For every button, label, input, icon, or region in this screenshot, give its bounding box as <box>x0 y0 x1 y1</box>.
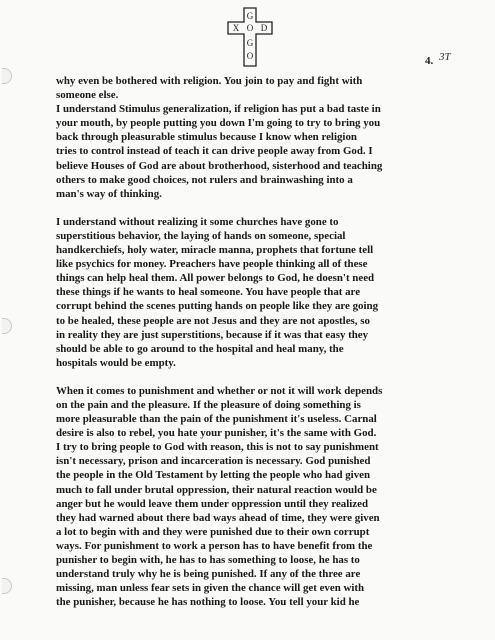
text-line: understand truly why he is being punished. If any of the three are <box>56 568 361 581</box>
text-line: much to fall under brutal oppression, their natural reaction would be <box>56 483 377 496</box>
text-line: others to make good choices, not rulers and brainwashing into a <box>56 173 353 186</box>
text-line: desire is also to rebel, you hate your punisher, it's the same with God. <box>56 427 377 440</box>
text-line: someone else. <box>56 89 119 102</box>
text-line: back through pleasurable stimulus because I know when religion <box>56 131 357 144</box>
cross-letter: O <box>246 51 254 61</box>
text-line: tries to control instead of teach it can drive people away from God. I <box>56 145 373 158</box>
text-line: missing, man unless fear sets in given the chance will get even with <box>56 582 365 595</box>
text-line: these things if he wants to heal someone. You have people that are <box>56 286 361 299</box>
paragraph-gap <box>56 201 480 215</box>
handwritten-page-mark: 3T <box>439 51 451 63</box>
text-line: they had warned about there bad ways ahead of time, they were given <box>56 511 380 524</box>
text-line: handkerchiefs, holy water, miracle manna, prophets that fortune tell <box>56 244 374 257</box>
text-line: the punisher, because he has nothing to loose. You tell your kid he <box>56 596 360 609</box>
text-line: When it comes to punishment and whether or not it will work depends <box>56 384 383 397</box>
binder-hole-mark <box>2 578 12 594</box>
text-line: ways. For punishment to work a person has to have benefit from the <box>56 539 373 552</box>
text-line: more pleasurable than the pain of the punishment it's useless. Carnal <box>56 413 377 426</box>
text-line: I understand Stimulus generalization, if religion has put a bad taste in <box>56 103 381 116</box>
binder-hole-mark <box>2 68 12 84</box>
text-line: man's way of thinking. <box>56 187 162 200</box>
cross-letter: X <box>232 23 240 33</box>
text-line: anger but he would leave them under oppression until they realized <box>56 497 369 510</box>
paragraph-gap <box>56 370 480 384</box>
cross-letter: G <box>246 38 254 48</box>
text-line: I understand without realizing it some churches have gone to <box>56 215 339 228</box>
cross-drawing-icon <box>224 6 276 68</box>
paragraph <box>56 215 480 370</box>
paragraph <box>56 102 480 201</box>
text-line: punisher to begin with, he has to has something to loose, he has to <box>56 554 360 566</box>
text-line: corrupt behind the scenes putting hands on people like they are going <box>56 300 379 313</box>
cross-letter: O <box>246 23 254 33</box>
text-line: on the pain and the pleasure. If the pleasure of doing something is <box>56 398 361 411</box>
paragraph <box>56 74 480 102</box>
text-line: isn't necessary, prison and incarceration is necessary. God punished <box>56 455 371 468</box>
text-line: believe Houses of God are about brotherhood, sisterhood and teaching <box>56 159 383 172</box>
text-line: hospitals would be empty. <box>56 356 176 369</box>
text-line: to be healed, these people are not Jesus and they are not apostles, so <box>56 314 370 327</box>
text-line: why even be bothered with religion. You join to pay and fight with <box>56 75 363 87</box>
text-line: in reality they are just superstitions, because if it was that easy they <box>56 328 369 341</box>
text-line: a lot to begin with and they were punished due to their own corrupt <box>56 525 370 538</box>
text-line: should be able to go around to the hospital and heal many, the <box>56 342 344 355</box>
page-number: 4. <box>425 55 434 67</box>
text-line: the people in the Old Testament by letting the people who had given <box>56 469 371 482</box>
binder-hole-mark <box>2 318 12 334</box>
text-line: like psychics for money. Preachers have people thinking all of these <box>56 258 368 271</box>
cross-letter: G <box>246 11 254 21</box>
paragraph <box>56 384 480 610</box>
text-line: I try to bring people to God with reason, this is not to say punishment <box>56 441 379 454</box>
document-body <box>56 74 480 609</box>
text-line: things can help heal them. All power belongs to God, he doesn't need <box>56 272 375 285</box>
cross-letter: D <box>260 23 268 33</box>
text-line: your mouth, by people putting you down I'm going to try to bring you <box>56 117 381 130</box>
text-line: superstitious behavior, the laying of hands on someone, special <box>56 229 346 242</box>
